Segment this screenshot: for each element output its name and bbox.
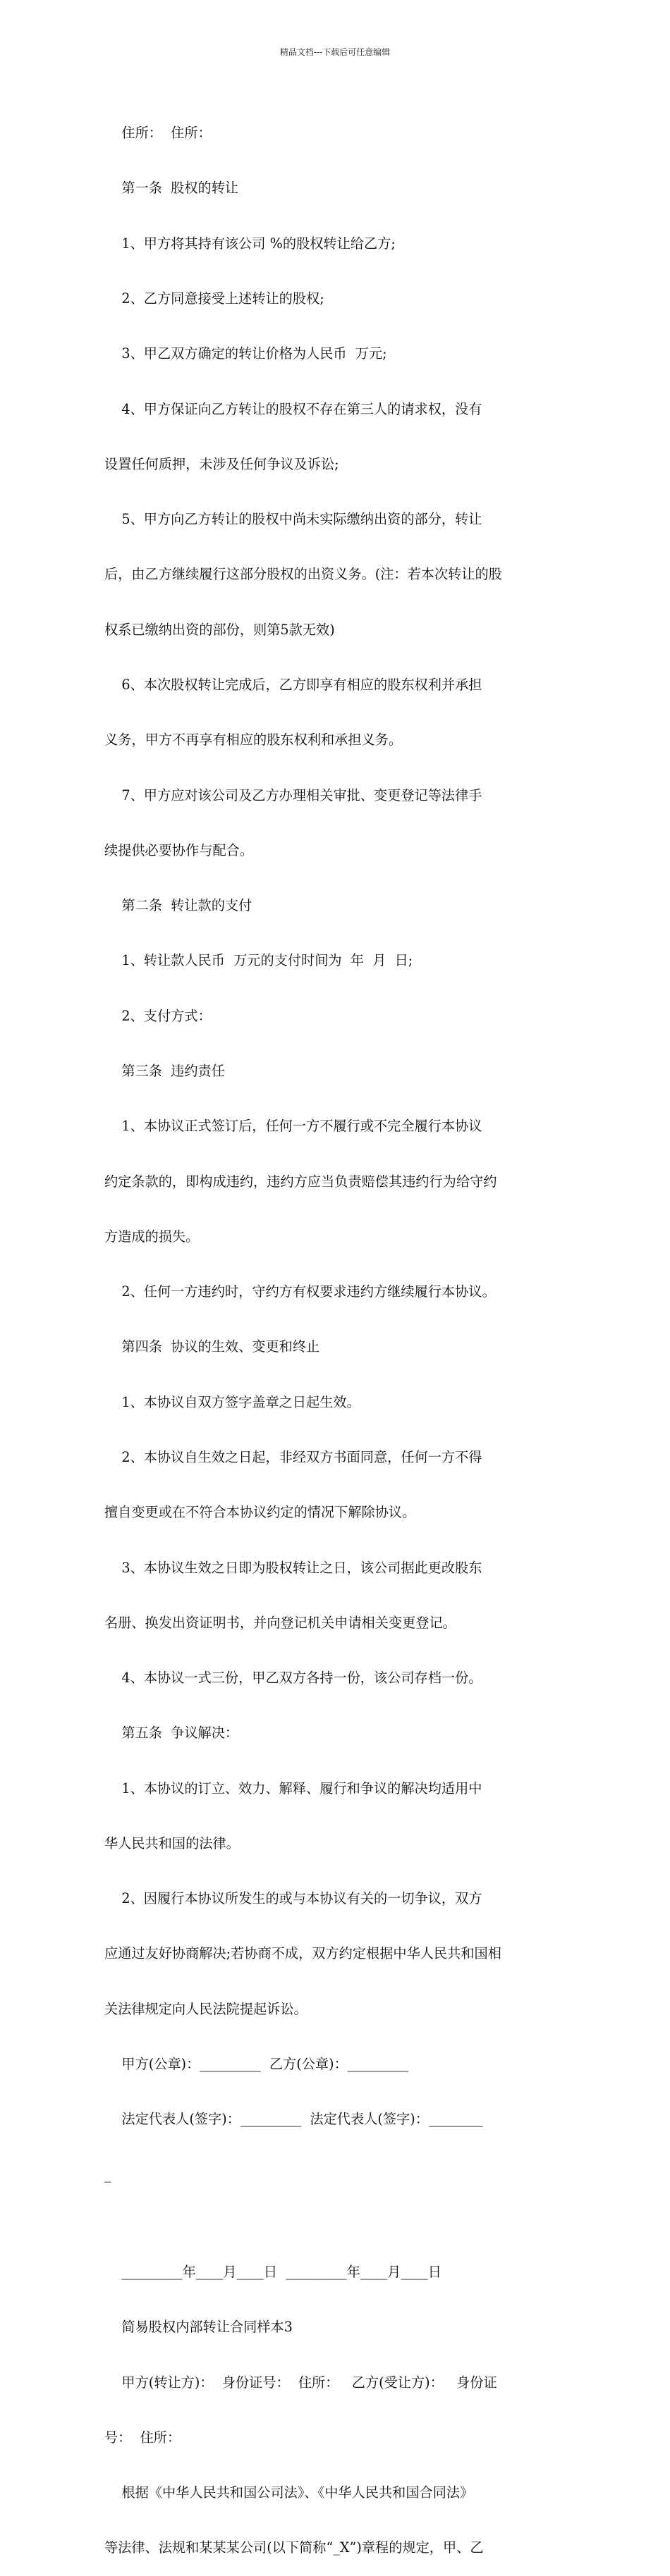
text-line: 设置任何质押，未涉及任何争议及诉讼; [104,455,339,472]
text-line: 名册、换发出资证明书，并向登记机关申请相关变更登记。 [104,1614,456,1631]
date-line: _________年____月____日 _________年____月____日 [104,2264,441,2281]
text-line: 1、转让款人民币 万元的支付时间为 年 月 日; [104,952,413,969]
text-line: 2、因履行本协议所发生的或与本协议有关的一切争议，双方 [104,1890,482,1907]
text-line: 等法律、法规和某某某公司(以下简称“_X”)章程的规定，甲、乙 [104,2539,484,2556]
signature-line: 法定代表人(签字)：_________ 法定代表人(签字)：________ [104,2111,483,2128]
text-line: 7、甲方应对该公司及乙方办理相关审批、变更登记等法律手 [104,787,482,803]
text-line: 6、本次股权转让完成后，乙方即享有相应的股东权利并承担 [104,677,482,693]
section-heading: 第一条 股权的转让 [104,180,239,197]
text-line: 号： 住所： [104,2429,181,2446]
text-line: 续提供必要协作与配合。 [104,842,254,858]
section-heading: 第四条 协议的生效、变更和终止 [104,1338,320,1355]
document-subtitle: 简易股权内部转让合同样本3 [104,2319,293,2336]
text-line: _ [104,2166,111,2183]
signature-line: 甲方(公章)：_________ 乙方(公章)：_________ [104,2056,409,2073]
document-body [104,87,570,2576]
text-line: 1、本协议正式签订后，任何一方不履行或不完全履行本协议 [104,1118,482,1135]
text-line: 2、本协议自生效之日起，非经双方书面同意，任何一方不得 [104,1448,482,1465]
text-line: 约定条款的，即构成违约，违约方应当负责赔偿其违约行为给守约 [104,1173,497,1190]
text-line: 2、乙方同意接受上述转让的股权; [104,290,324,307]
text-line: 1、甲方将其持有该公司 %的股权转让给乙方; [104,235,396,252]
text-line: 方造成的损失。 [104,1228,200,1245]
text-line: 义务，甲方不再享有相应的股东权利和承担义务。 [104,732,403,748]
text-line: 权系已缴纳出资的部份，则第5款无效) [104,621,335,638]
section-heading: 第五条 争议解决： [104,1725,239,1742]
text-line: 3、甲乙双方确定的转让价格为人民币 万元; [104,345,387,362]
text-line: 3、本协议生效之日即为股权转让之日，该公司据此更改股东 [104,1559,482,1576]
text-line: 2、支付方式： [104,1007,212,1024]
text-line: 1、本协议自双方签字盖章之日起生效。 [104,1393,360,1410]
text-line: 擅自变更或在不符合本协议约定的情况下解除协议。 [104,1504,416,1521]
text-line: 1、本协议的订立、效力、解释、履行和争议的解决均适用中 [104,1780,482,1797]
text-line: 5、甲方向乙方转让的股权中尚未实际缴纳出资的部分，转让 [104,511,482,528]
text-line: 华人民共和国的法律。 [104,1835,240,1851]
text-line: 应通过友好协商解决;若协商不成，双方约定根据中华人民共和国相 [104,1945,501,1962]
text-line: 4、甲方保证向乙方转让的股权不存在第三人的请求权，没有 [104,400,482,417]
text-line: 甲方(转让方)： 身份证号： 住所： 乙方(受让方)： 身份证 [104,2374,497,2391]
section-heading: 第三条 违约责任 [104,1062,225,1079]
text-line: 根据《中华人民共和国公司法》、《中华人民共和国合同法》 [104,2484,474,2501]
text-line: 关法律规定向人民法院提起诉讼。 [104,2000,307,2017]
text-line: 住所： 住所： [104,125,212,142]
text-line: 后，由乙方继续履行这部分股权的出资义务。(注：若本次转让的股 [104,566,502,583]
section-heading: 第二条 转让款的支付 [104,897,252,914]
text-line: 2、任何一方违约时，守约方有权要求违约方继续履行本协议。 [104,1283,496,1300]
blank-line [104,2221,570,2226]
text-line: 4、本协议一式三份，甲乙双方各持一份，该公司存档一份。 [104,1670,482,1687]
page-header: 精品文档---下载后可任意编辑 [279,47,391,57]
